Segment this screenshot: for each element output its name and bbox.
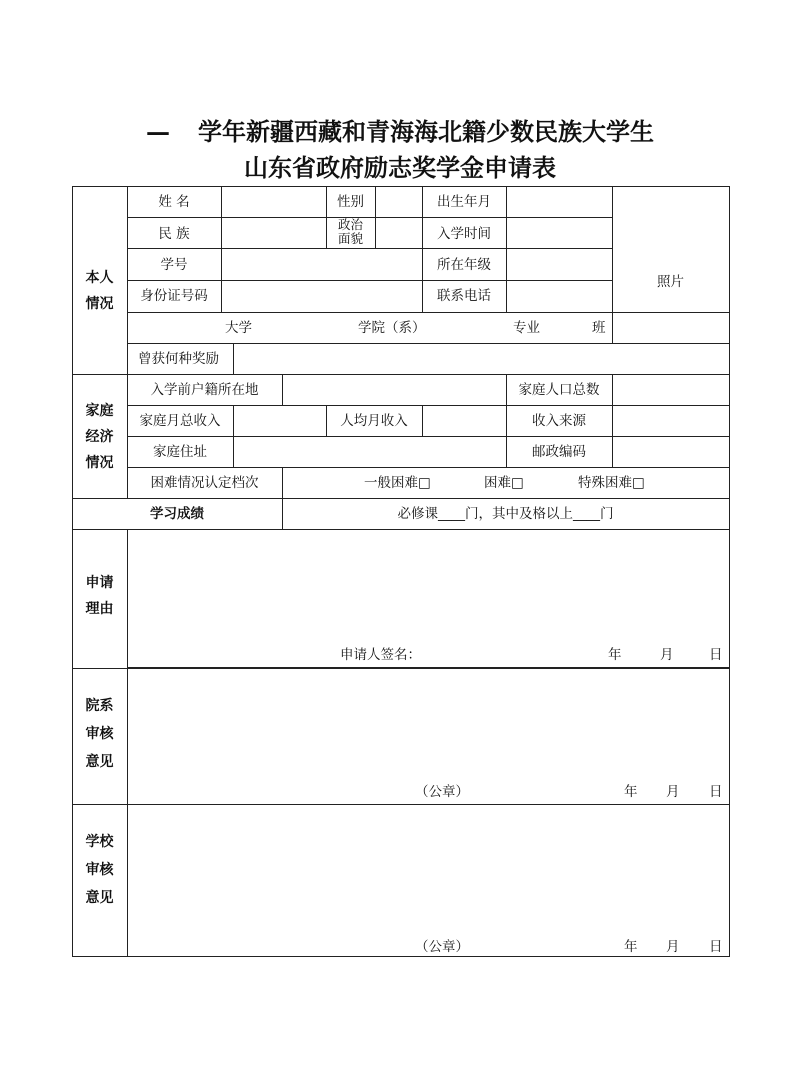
school-review-field[interactable] — [128, 805, 729, 930]
per-capita-income-field[interactable] — [423, 406, 506, 436]
school-month: 月 — [666, 939, 680, 955]
application-day: 日 — [709, 647, 723, 663]
school-year: 年 — [624, 939, 638, 955]
applicant-signature-label: 申请人签名： — [340, 647, 421, 663]
family-size-label: 家庭人口总数 — [518, 382, 600, 398]
difficulty-level-label: 困难情况认定档次 — [150, 475, 259, 491]
postcode-field[interactable] — [613, 437, 729, 467]
student-id-label: 学号 — [160, 257, 188, 273]
section-family-economy — [72, 398, 127, 476]
section-school-line1: 学校 — [85, 834, 114, 850]
section-personal-line2: 情况 — [85, 296, 114, 312]
per-capita-income-label: 人均月收入 — [340, 413, 408, 429]
gender-label: 性别 — [337, 194, 364, 210]
application-year: 年 — [608, 647, 622, 663]
option-special-difficulty[interactable]: 特殊困难□ — [578, 475, 645, 491]
section-reason-line2: 理由 — [85, 601, 114, 617]
form-title-line2: 山东省政府励志奖学金申请表 — [244, 153, 556, 182]
photo-placeholder: 照片 — [657, 274, 684, 290]
phone-label: 联系电话 — [437, 288, 491, 304]
id-card-label: 身份证号码 — [140, 288, 208, 304]
school-day: 日 — [709, 939, 723, 955]
family-size-field[interactable] — [613, 375, 729, 405]
phone-field[interactable] — [507, 281, 612, 312]
grades-label: 学习成绩 — [150, 506, 204, 522]
birth-label: 出生年月 — [437, 194, 491, 210]
section-department-review — [72, 692, 127, 776]
postcode-label: 邮政编码 — [532, 444, 586, 460]
department-month: 月 — [666, 784, 680, 800]
monthly-income-label: 家庭月总收入 — [139, 413, 221, 429]
section-dept-line1: 院系 — [85, 698, 114, 714]
year-blank-dash: — — [146, 117, 170, 146]
form-title-line1 — [0, 112, 800, 147]
section-family-line2: 经济 — [85, 429, 114, 445]
address-field[interactable] — [234, 437, 506, 467]
application-month: 月 — [660, 647, 674, 663]
department-review-field[interactable] — [128, 669, 729, 779]
awards-label: 曾获何种奖励 — [138, 351, 219, 367]
department-day: 日 — [709, 784, 723, 800]
section-family-line1: 家庭 — [85, 403, 114, 419]
political-label-line1: 政治 — [337, 217, 363, 232]
awards-field[interactable] — [234, 344, 729, 374]
grade-field[interactable] — [507, 249, 612, 280]
class-label: 班 — [592, 320, 606, 336]
income-source-field[interactable] — [613, 406, 729, 436]
political-status-field[interactable] — [376, 218, 422, 248]
gender-field[interactable] — [376, 187, 422, 217]
section-family-line3: 情况 — [85, 455, 114, 471]
college-label: 学院（系） — [358, 320, 426, 336]
grade-label: 所在年级 — [437, 257, 491, 273]
political-label-line2: 面貌 — [337, 231, 363, 246]
department-year: 年 — [624, 784, 638, 800]
section-school-review — [72, 828, 127, 912]
ethnicity-field[interactable] — [222, 218, 326, 248]
option-difficulty[interactable]: 困难□ — [484, 475, 524, 491]
political-status-label — [326, 218, 375, 246]
school-seal-label: （公章） — [415, 939, 469, 955]
university-label: 大学 — [225, 320, 252, 336]
ethnicity-label: 民 族 — [158, 226, 190, 242]
address-label: 家庭住址 — [153, 444, 207, 460]
option-general-difficulty[interactable]: 一般困难□ — [364, 475, 431, 491]
enroll-date-label: 入学时间 — [437, 226, 491, 242]
section-personal-info — [72, 265, 127, 317]
major-label: 专业 — [513, 320, 540, 336]
hukou-label: 入学前户籍所在地 — [150, 382, 259, 398]
section-dept-line3: 意见 — [85, 754, 114, 770]
section-school-line2: 审核 — [85, 862, 114, 878]
income-source-label: 收入来源 — [532, 413, 586, 429]
birth-field[interactable] — [507, 187, 612, 217]
application-reason-field[interactable] — [128, 530, 729, 640]
hukou-field[interactable] — [283, 375, 506, 405]
section-dept-line2: 审核 — [85, 726, 114, 742]
department-seal-label: （公章） — [415, 784, 469, 800]
enroll-date-field[interactable] — [507, 218, 612, 248]
student-id-field[interactable] — [222, 249, 422, 280]
name-label: 姓 名 — [158, 194, 190, 210]
section-school-line3: 意见 — [85, 890, 114, 906]
grades-text[interactable]: 必修课____门，其中及格以上____门 — [397, 506, 614, 522]
section-application-reason — [72, 570, 127, 622]
monthly-income-field[interactable] — [234, 406, 326, 436]
name-field[interactable] — [222, 187, 326, 217]
id-card-field[interactable] — [222, 281, 422, 312]
section-personal-line1: 本人 — [85, 270, 114, 286]
title-text-line1: 学年新疆西藏和青海海北籍少数民族大学生 — [198, 117, 654, 146]
section-reason-line1: 申请 — [85, 575, 114, 591]
